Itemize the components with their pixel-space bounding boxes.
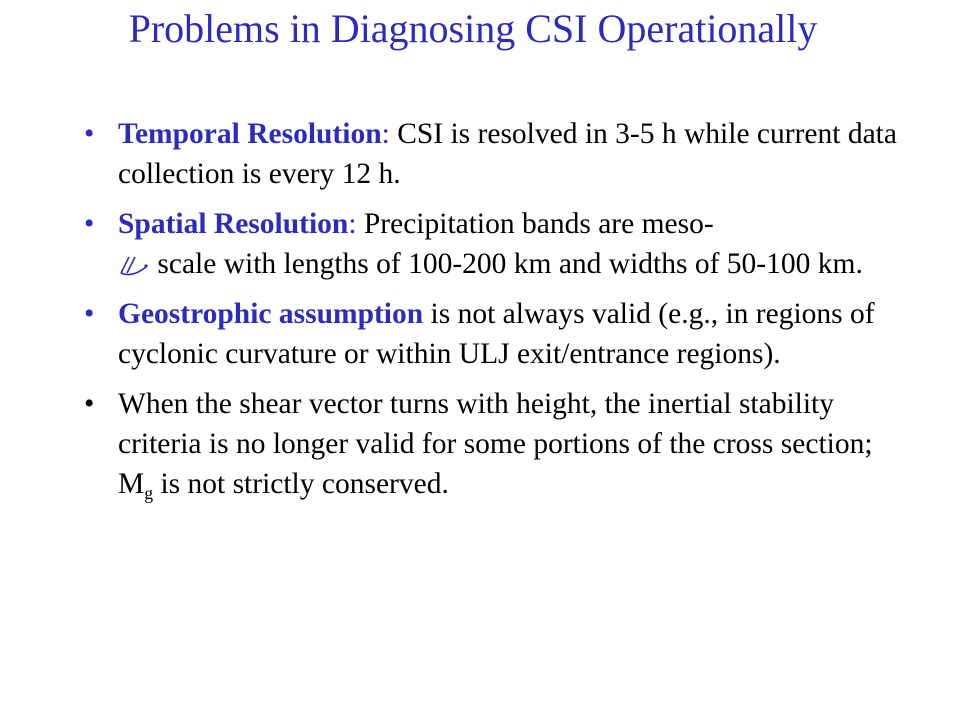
line-break-icon xyxy=(118,248,150,272)
bullet-item-spatial-resolution xyxy=(84,204,898,284)
bullet-item-temporal-resolution xyxy=(84,114,898,194)
bullet-marker: • xyxy=(84,298,95,330)
bullet-text-part-1: When the shear vector turns with height, the inertial stability criteria is no longer valid for some portions of the cross section; M xyxy=(118,388,873,500)
bullet-term: Spatial Resolution xyxy=(118,208,349,240)
bullet-term: Geostrophic assumption xyxy=(118,298,424,330)
slide-title: Problems in Diagnosing CSI Operationally xyxy=(128,6,818,51)
bullet-text: is not always valid (e.g., in regions of cyclonic curvature or within ULJ exit/entrance regions). xyxy=(118,298,875,370)
bullet-colon: : xyxy=(348,208,357,240)
bullet-text-part-2: scale with lengths of 100-200 km and widths of 50-100 km. xyxy=(150,248,863,280)
bullet-item-shear-vector xyxy=(84,384,898,504)
bullet-marker: • xyxy=(84,208,95,240)
bullet-text-part-2: is not strictly conserved. xyxy=(153,468,449,500)
bullet-list xyxy=(84,114,898,514)
bullet-colon: : xyxy=(381,118,390,150)
bullet-term: Temporal Resolution xyxy=(118,118,382,150)
subscript-g: g xyxy=(144,483,154,503)
bullet-text-part-1: Precipitation bands are meso- xyxy=(356,208,714,240)
bullet-text: CSI is resolved in 3-5 h while current data collection is every 12 h. xyxy=(118,118,897,190)
bullet-marker: • xyxy=(84,118,95,150)
bullet-item-geostrophic-assumption xyxy=(84,294,898,374)
bullet-marker: • xyxy=(84,388,95,420)
